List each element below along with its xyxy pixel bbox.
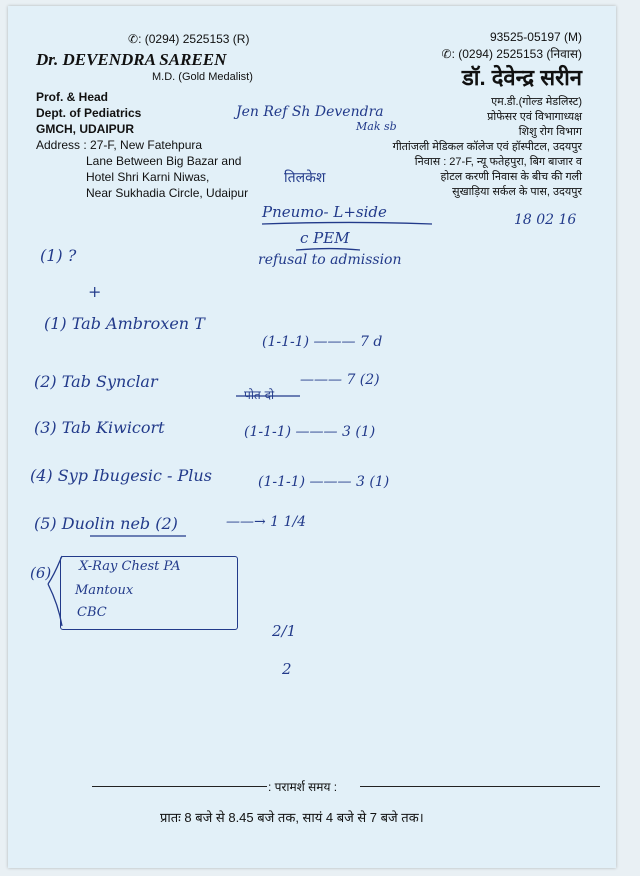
consult-time-label: : परामर्श समय : xyxy=(268,780,338,794)
address-1-en: Address : 27-F, New Fatehpura xyxy=(36,138,203,152)
rx-dose-5: ——→ 1 1/4 xyxy=(226,514,307,530)
phone-icon: ✆ xyxy=(441,47,452,61)
footnote-1: 2/1 xyxy=(272,622,297,640)
footer-rule-left xyxy=(92,786,267,787)
mobile-hi: 93525-05197 (M) xyxy=(489,30,582,44)
designation-1-en: Prof. & Head xyxy=(36,90,109,104)
address-2-en: Lane Between Big Bazar and xyxy=(86,154,242,168)
rx-dose-1: (1-1-1) ——— 7 d xyxy=(262,334,383,350)
referral-note: Jen Ref Sh Devendra xyxy=(236,104,384,120)
investigations-label: (6) xyxy=(30,564,52,582)
address-3-en: Hotel Shri Karni Niwas, xyxy=(86,170,210,184)
address-3-hi: सुखाड़िया सर्कल के पास, उदयपुर xyxy=(452,186,582,198)
investigation-item: CBC xyxy=(77,605,107,620)
degree-hi: एम.डी.(गोल्ड मेडलिस्ट) xyxy=(491,96,582,108)
diagnosis-line-1: Pneumo- L+side xyxy=(262,203,387,221)
investigation-item: Mantoux xyxy=(75,583,134,598)
designation-3-hi: गीतांजली मेडिकल कॉलेज एवं हॉस्पीटल, उदयपुर xyxy=(392,141,582,153)
address-1-hi: निवास : 27-F, न्यू फतेहपुरा, बिग बाजार व xyxy=(414,156,582,168)
rx-line-3: (3) Tab Kiwicort xyxy=(34,418,165,437)
referral-note-2: Mak sb xyxy=(356,120,397,133)
rx-dose-4: (1-1-1) ——— 3 (1) xyxy=(258,474,390,490)
rx-line-5: (5) Duolin neb (2) xyxy=(34,514,178,533)
item-header: (1) ? xyxy=(40,246,77,265)
rx-dose-2: ——— 7 (2) xyxy=(300,372,380,388)
doctor-name-en: Dr. DEVENDRA SAREEN xyxy=(36,50,227,69)
doctor-name-hi: डॉ. देवेन्द्र सरीन xyxy=(462,65,582,90)
footer-rule-right xyxy=(360,786,600,787)
designation-2-en: Dept. of Pediatrics xyxy=(36,106,142,120)
designation-2-hi: शिशु रोग विभाग xyxy=(518,126,582,138)
designation-3-en: GMCH, UDAIPUR xyxy=(36,122,134,136)
diagnosis-line-3: refusal to admission xyxy=(258,252,402,268)
address-4-en: Near Sukhadia Circle, Udaipur xyxy=(86,186,249,200)
plus-sign: + xyxy=(88,282,102,301)
investigation-item: X-Ray Chest PA xyxy=(79,559,181,574)
prescription-date: 18 02 16 xyxy=(514,212,577,228)
rx-dose-3: (1-1-1) ——— 3 (1) xyxy=(244,424,376,440)
phone-residence-en: ✆: (0294) 2525153 (R) xyxy=(128,32,250,46)
rx-line-4: (4) Syp Ibugesic - Plus xyxy=(30,466,212,485)
diagnosis-line-2: c PEM xyxy=(300,229,350,247)
patient-name: तिलकेश xyxy=(284,170,326,186)
rx-line-2: (2) Tab Synclar xyxy=(34,372,158,391)
footnote-2: 2 xyxy=(282,660,292,678)
consult-timings: प्रातः 8 बजे से 8.45 बजे तक, सायं 4 बजे से 7 बजे तक। xyxy=(160,810,424,825)
designation-1-hi: प्रोफेसर एवं विभागाध्यक्ष xyxy=(487,111,582,123)
degree-en: M.D. (Gold Medalist) xyxy=(152,71,253,83)
rx-line-1: (1) Tab Ambroxen T xyxy=(44,314,205,333)
phone-residence-hi: ✆: (0294) 2525153 (निवास) xyxy=(441,47,582,61)
address-2-hi: होटल करणी निवास के बीच की गली xyxy=(440,171,582,183)
rx-note-2: पोत दो xyxy=(244,388,275,402)
phone-icon: ✆ xyxy=(128,32,139,46)
